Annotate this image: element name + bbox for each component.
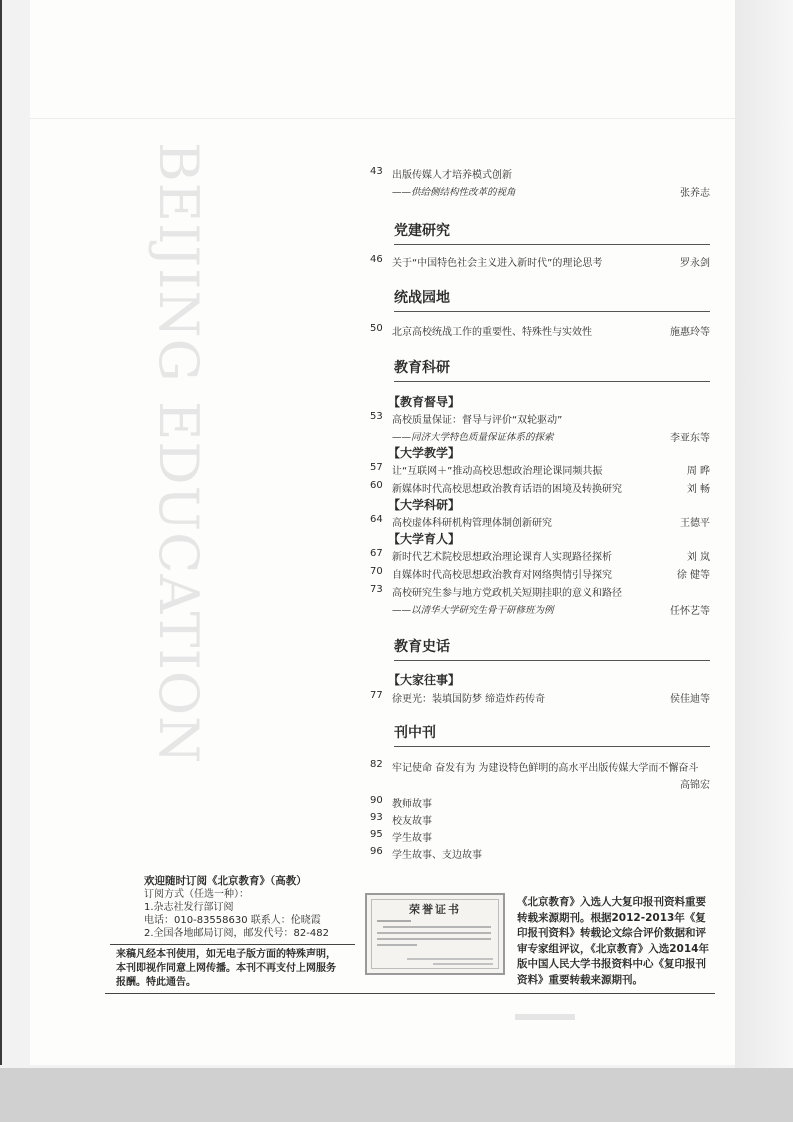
subscription-box <box>110 875 340 990</box>
bottom-divider <box>105 993 715 994</box>
faint-header-line <box>30 118 735 119</box>
article-author: 周 晔 <box>686 466 710 477</box>
page-number: 70 <box>370 566 383 577</box>
page-left-border <box>0 0 2 1065</box>
article-subtitle: ——以清华大学研究生骨干研修班为例 <box>392 605 554 616</box>
section-heading: 党建研究 <box>394 220 710 245</box>
page-number: 46 <box>370 254 383 265</box>
article-title: 关于“中国特色社会主义进入新时代”的理论思考 <box>392 258 603 269</box>
scan-bottom-band <box>0 1068 793 1122</box>
article-author: 刘 畅 <box>686 484 710 495</box>
article-title: 教师故事 <box>392 799 432 810</box>
copyright-notice: 来稿凡经本刊使用，如无电子版方面的特殊声明，本刊即视作同意上网传播。本刊不再支付上网服务报酬。特此通告。 <box>116 949 336 988</box>
certificate-footer-lines <box>403 957 493 967</box>
column-tag: 【大学教学】 <box>388 446 461 460</box>
watermark <box>147 142 210 862</box>
section-heading: 统战园地 <box>394 287 710 312</box>
article-title: 出版传媒人才培养模式创新 <box>392 170 512 181</box>
column-tag: 【教育督导】 <box>388 395 461 409</box>
subscription-option: 1.杂志社发行部订阅 <box>144 902 234 913</box>
page-number: 67 <box>370 548 383 559</box>
page-number: 73 <box>370 584 383 595</box>
page-number: 64 <box>370 514 383 525</box>
article-title: 高校虚体科研机构管理体制创新研究 <box>392 518 552 529</box>
certificate-title: 荣誉证书 <box>409 903 461 916</box>
article-title: 学生故事、支边故事 <box>392 850 482 861</box>
article-title: 新时代艺术院校思想政治理论课育人实现路径探析 <box>392 552 612 563</box>
article-author: 高锦宏 <box>680 780 710 791</box>
page-number: 90 <box>370 795 383 806</box>
subscription-heading: 欢迎随时订阅《北京教育》（高教） <box>144 875 307 887</box>
certificate-body-lines <box>377 919 493 949</box>
subscription-option: 2.全国各地邮局订阅，邮发代号：82-482 <box>144 928 329 939</box>
page-number: 60 <box>370 480 383 491</box>
divider <box>110 944 355 945</box>
article-author: 侯佳迪等 <box>670 694 710 705</box>
subscription-method: 订阅方式（任选一种）： <box>144 889 249 900</box>
page-number: 93 <box>370 812 383 823</box>
article-author: 王德平 <box>680 518 710 529</box>
page-number: 53 <box>370 411 383 422</box>
article-author: 李亚东等 <box>670 433 710 444</box>
page-number: 50 <box>370 323 383 334</box>
page-number: 57 <box>370 462 383 473</box>
section-heading: 教育科研 <box>394 357 710 382</box>
article-title: 北京高校统战工作的重要性、特殊性与实效性 <box>392 327 592 338</box>
article-title: 牢记使命 奋发有为 为建设特色鲜明的高水平出版传媒大学而不懈奋斗 <box>392 763 699 774</box>
section-heading: 刊中刊 <box>394 722 710 747</box>
article-author: 刘 岚 <box>686 552 710 563</box>
article-author: 张养志 <box>680 188 710 199</box>
article-subtitle: ——同济大学特色质量保证体系的探索 <box>392 432 554 443</box>
article-title: 新媒体时代高校思想政治教育话语的困境及转换研究 <box>392 484 622 495</box>
article-author: 罗永剑 <box>680 258 710 269</box>
article-title: 高校研究生参与地方党政机关短期挂职的意义和路径 <box>392 588 622 599</box>
page-number: 82 <box>370 759 383 770</box>
watermark-text: BEIJING EDUCATION <box>147 142 210 765</box>
column-tag: 【大学科研】 <box>388 498 461 512</box>
article-author: 施惠玲等 <box>670 327 710 338</box>
page-number: 43 <box>370 166 383 177</box>
page-number: 95 <box>370 829 383 840</box>
faint-bleed-mark <box>515 1014 575 1020</box>
article-title: 徐更光：装填国防梦 缔造炸药传奇 <box>392 694 546 705</box>
honor-certificate-image <box>365 893 505 975</box>
article-title: 让“互联网＋”推动高校思想政治理论课同频共振 <box>392 466 603 477</box>
page-right-margin <box>735 0 793 1122</box>
journal-announcement: 《北京教育》入选人大复印报刊资料重要转载来源期刊。根据2012-2013年《复印报刊资料》转载论文综合评价数据和评审专家组评议，《北京教育》入选2014年版中国人民大学书报资料中心《复印报刊资料》重要转载来源期刊。 <box>517 896 709 986</box>
article-title: 学生故事 <box>392 833 432 844</box>
article-author: 任怀艺等 <box>670 606 710 617</box>
page-number: 96 <box>370 846 383 857</box>
article-subtitle: ——供给侧结构性改革的视角 <box>392 187 516 198</box>
subscription-phone: 电话：010-83558630 联系人：伦晓霞 <box>144 915 321 926</box>
article-author: 徐 健等 <box>676 570 710 581</box>
article-title: 自媒体时代高校思想政治教育对网络舆情引导探究 <box>392 570 612 581</box>
article-title: 校友故事 <box>392 816 432 827</box>
section-heading: 教育史话 <box>394 636 710 661</box>
article-title: 高校质量保证：督导与评价“双轮驱动” <box>392 415 563 426</box>
column-tag: 【大家往事】 <box>388 673 461 687</box>
page-number: 77 <box>370 690 383 701</box>
column-tag: 【大学育人】 <box>388 532 461 546</box>
